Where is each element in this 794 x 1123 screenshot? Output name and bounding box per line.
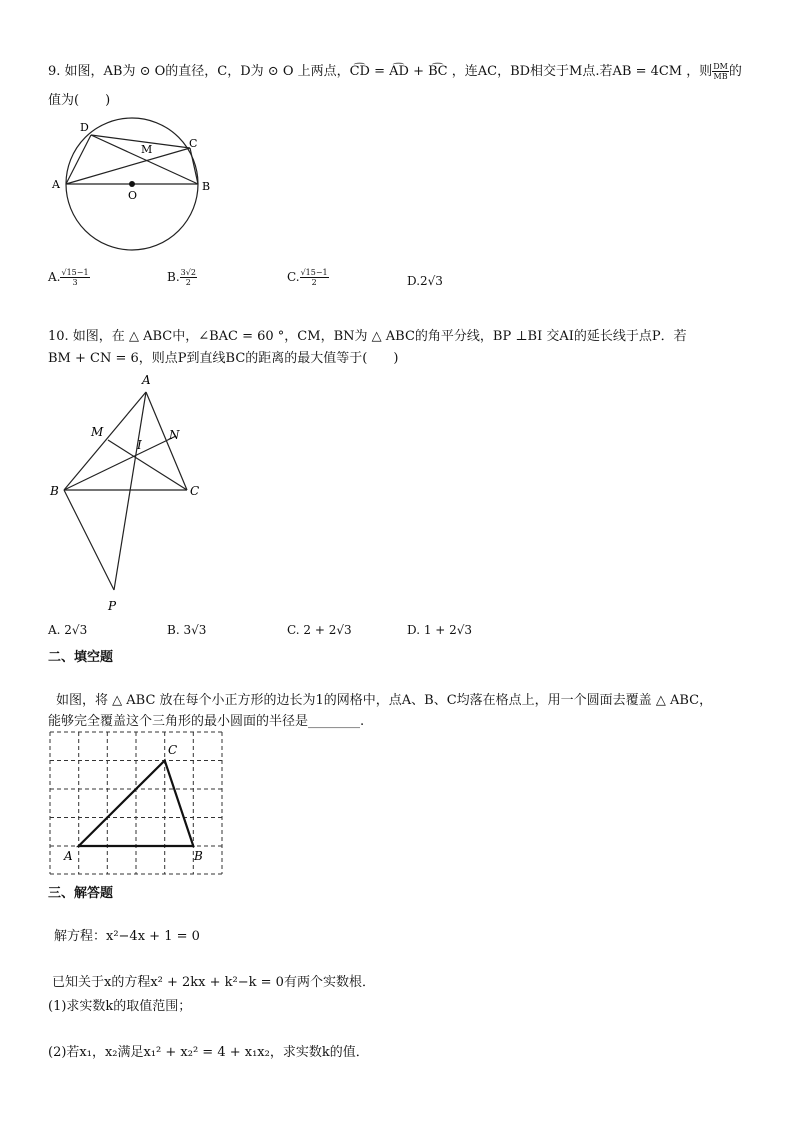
q9-option-c-num: √15−1 bbox=[300, 268, 328, 277]
q10-option-c: C. 2 + 2√3 bbox=[287, 623, 352, 637]
grid-label-c: C bbox=[168, 743, 178, 757]
label-b: B bbox=[202, 180, 211, 193]
label-p: P bbox=[108, 599, 117, 613]
q10-option-d: D. 1 + 2√3 bbox=[407, 623, 473, 637]
chord-ad bbox=[66, 135, 91, 184]
q10-option-b: B. 3√3 bbox=[167, 623, 207, 637]
q10-line2: BM + CN = 6，则点P到直线BC的距离的最大值等于( ) bbox=[48, 351, 399, 366]
solve2-part1: (1)求实数k的取值范围； bbox=[48, 999, 192, 1014]
label-c: C bbox=[189, 137, 198, 150]
label-b: B bbox=[50, 484, 59, 498]
chord-ac bbox=[66, 148, 190, 184]
label-m: M bbox=[91, 425, 104, 439]
q9-option-a-den: 3 bbox=[72, 278, 78, 287]
q9-circle-figure bbox=[44, 116, 224, 252]
q10-option-a: A. 2√3 bbox=[48, 623, 88, 637]
q9-line2: 值为( ) bbox=[48, 93, 111, 108]
q9-line1-text: 9. 如图，AB为 ⊙ O的直径，C，D为 ⊙ O 上两点，C͡D = A͡D + B͡C ，连AC，BD相交于M点.若AB = 4CM ，则 bbox=[48, 64, 713, 79]
q9-option-c-prefix: C. bbox=[287, 270, 300, 284]
label-o: O bbox=[128, 189, 138, 202]
q9-ratio-suffix: 的 bbox=[728, 64, 742, 79]
q10-triangle-figure bbox=[44, 368, 214, 618]
fill1-line2: 能够完全覆盖这个三角形的最小圆面的半径是________. bbox=[48, 714, 365, 729]
q9-option-a bbox=[48, 268, 90, 287]
line-bp bbox=[64, 490, 114, 590]
label-a: A bbox=[52, 178, 60, 191]
q9-option-a-frac bbox=[60, 268, 89, 287]
side-ab bbox=[64, 392, 146, 490]
label-m: M bbox=[141, 143, 153, 156]
section-fill-title: 二、填空题 bbox=[48, 650, 114, 665]
q10-line1: 10. 如图，在 △ ABC中，∠BAC = 60 °，CM，BN为 △ ABC的角平分线，BP ⊥BI 交AI的延长线于点P．若 bbox=[48, 329, 687, 344]
label-i: I bbox=[137, 438, 142, 452]
q9-option-b-den: 2 bbox=[185, 278, 191, 287]
q9-option-a-prefix: A. bbox=[48, 270, 61, 284]
q9-option-d: D.2√3 bbox=[407, 274, 443, 288]
label-d: D bbox=[80, 121, 89, 134]
q9-option-b-num: 3√2 bbox=[180, 268, 196, 277]
chord-cb bbox=[190, 148, 198, 184]
q9-ratio bbox=[712, 62, 729, 81]
label-a: A bbox=[142, 373, 151, 387]
q9-option-a-num: √15−1 bbox=[61, 268, 89, 277]
fill1-line1: 如图，将 △ ABC 放在每个小正方形的边长为1的网格中，点A、B、C均落在格点上，用一个圆面去覆盖 △ ABC， bbox=[56, 693, 713, 708]
q9-option-c-frac bbox=[300, 268, 329, 287]
q9-ratio-den: MB bbox=[713, 72, 728, 81]
label-c: C bbox=[190, 484, 200, 498]
q9-option-b bbox=[167, 268, 197, 287]
center-dot bbox=[129, 181, 135, 187]
q9-option-c bbox=[287, 268, 329, 287]
grid-label-b: B bbox=[194, 849, 203, 863]
q9-option-c-den: 2 bbox=[311, 278, 317, 287]
q9-option-b-frac bbox=[180, 268, 197, 287]
solve1-equation: 解方程：x²−4x + 1 = 0 bbox=[54, 929, 200, 944]
line-ap bbox=[114, 392, 146, 590]
q9-ratio-num: DM bbox=[713, 62, 728, 71]
fill1-grid-figure bbox=[44, 728, 228, 878]
label-n: N bbox=[169, 428, 180, 442]
q9-option-b-prefix: B. bbox=[167, 270, 180, 284]
solve2-line1: 已知关于x的方程x² + 2kx + k²−k = 0有两个实数根． bbox=[52, 975, 375, 990]
bisector-bn bbox=[64, 436, 176, 490]
solve2-part2: (2)若x₁，x₂满足x₁² + x₂² = 4 + x₁x₂，求实数k的值． bbox=[48, 1045, 369, 1060]
grid-label-a: A bbox=[64, 849, 73, 863]
bisector-cm bbox=[108, 440, 187, 490]
q9-line1 bbox=[48, 62, 742, 81]
section-solve-title: 三、解答题 bbox=[48, 886, 114, 901]
